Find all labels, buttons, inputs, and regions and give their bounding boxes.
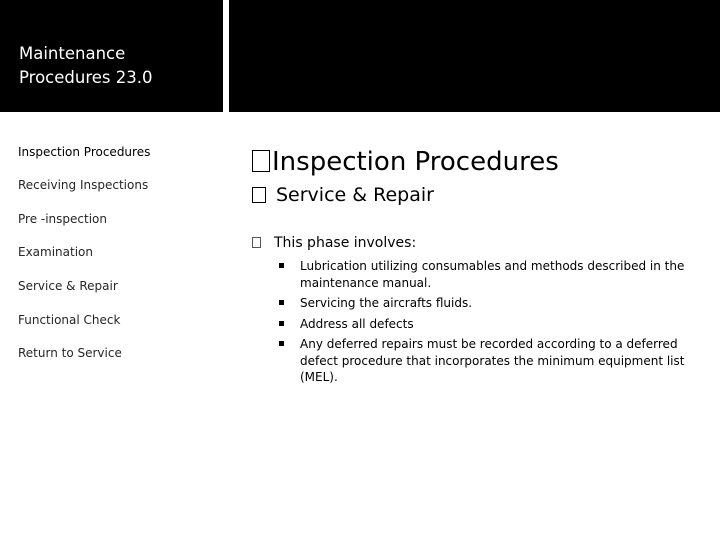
bullet-icon (279, 263, 284, 268)
slide-subheading (252, 184, 434, 206)
list-item: Servicing the aircrafts fluids. (278, 295, 708, 312)
bullet-list (278, 258, 708, 390)
title-banner (0, 0, 223, 112)
lead-text: This phase involves: (274, 235, 417, 251)
nav-item-receiving-inspections[interactable]: Receiving Inspections (18, 178, 149, 192)
nav-item-functional-check[interactable]: Functional Check (18, 313, 121, 327)
deck-title: Maintenance Procedures 23.0 (19, 44, 153, 87)
square-bullet-icon (252, 150, 270, 172)
nav-item-service-repair[interactable]: Service & Repair (18, 279, 118, 293)
bullet-icon (279, 300, 284, 305)
bullet-icon (279, 341, 284, 346)
square-bullet-icon (252, 237, 261, 248)
list-item: Address all defects (278, 316, 708, 333)
nav-item-pre-inspection[interactable]: Pre -inspection (18, 212, 107, 226)
nav-item-return-to-service[interactable]: Return to Service (18, 346, 122, 360)
subheading-text: Service & Repair (276, 184, 434, 206)
nav-item-inspection-procedures[interactable]: Inspection Procedures (18, 145, 151, 159)
list-item: Lubrication utilizing consumables and methods described in the maintenance manual. (278, 258, 708, 291)
list-item: Any deferred repairs must be recorded according to a deferred defect procedure that incorporates the minimum equipment list (MEL). (278, 336, 708, 386)
bullet-icon (279, 321, 284, 326)
header-banner (229, 0, 720, 112)
lead-line (252, 235, 416, 251)
nav-item-examination[interactable]: Examination (18, 245, 94, 259)
heading-text: Inspection Procedures (272, 147, 559, 177)
slide-heading (252, 147, 559, 177)
square-bullet-icon (252, 187, 266, 203)
